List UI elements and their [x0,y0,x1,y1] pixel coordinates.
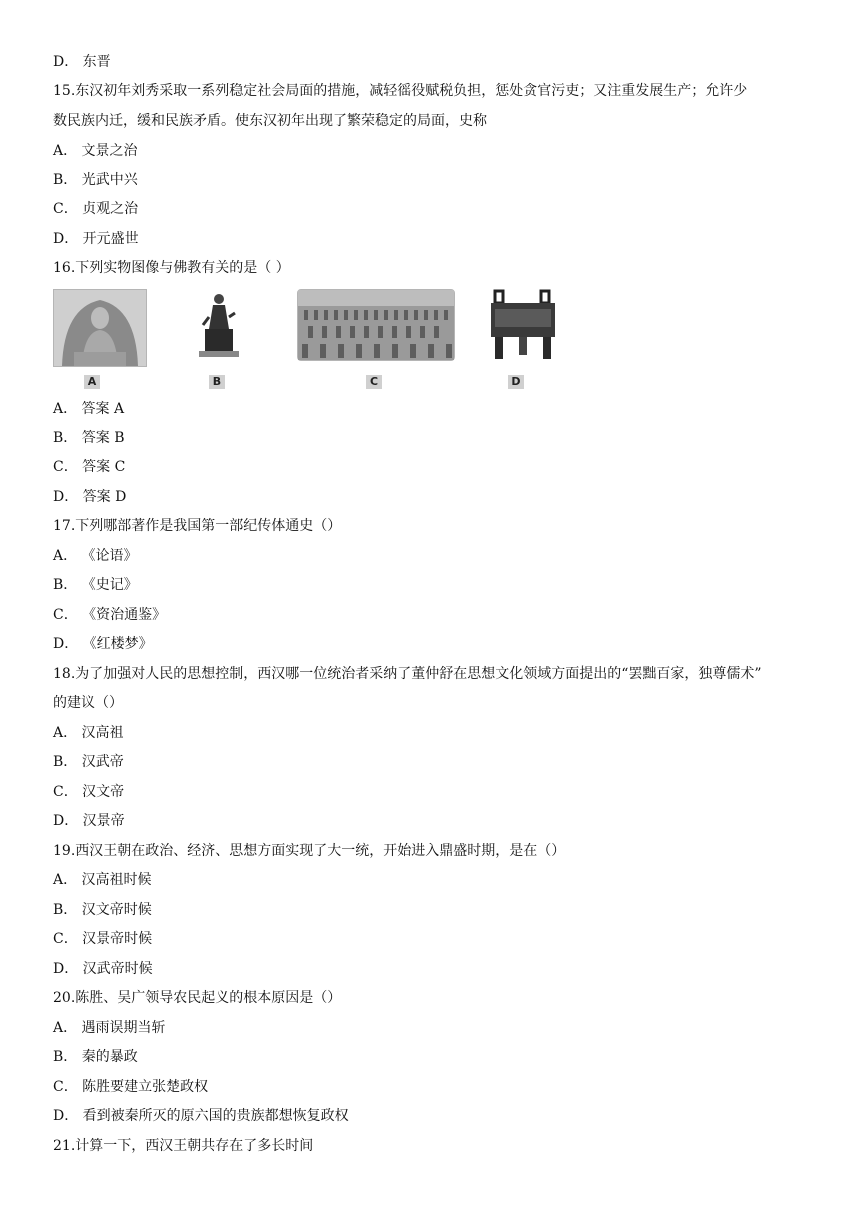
option-d-q19: D． 汉武帝时候 [53,961,153,977]
question-16: 16.下列实物图像与佛教有关的是（ ） [53,260,290,276]
option-d-q20: D． 看到被秦所灭的原六国的贵族都想恢复政权 [53,1108,349,1124]
option-b-q17: B． 《史记》 [53,577,138,593]
image-c-terracotta-army [297,289,455,361]
image-label-c: C [366,375,382,389]
option-d-q15: D． 开元盛世 [53,231,139,247]
option-d-q14: D． 东晋 [53,54,111,70]
question-18-line1: 18.为了加强对人民的思想控制，西汉哪一位统治者采纳了董仲舒在思想文化领域方面提出的“罢黜百家，独尊儒术” [53,666,762,682]
image-label-d: D [508,375,524,389]
option-c-q17: C． 《资治通鉴》 [53,607,167,623]
image-label-a: A [84,375,100,389]
option-c-q19: C． 汉景帝时候 [53,931,153,947]
option-b-q16: B． 答案 B [53,430,125,446]
option-c-q16: C． 答案 C [53,459,126,475]
option-c-q18: C． 汉文帝 [53,784,125,800]
question-20: 20.陈胜、吴广领导农民起义的根本原因是（） [53,990,342,1006]
option-c-q15: C． 贞观之治 [53,201,139,217]
image-a-buddha-statue [53,289,147,367]
option-b-q19: B． 汉文帝时候 [53,902,152,918]
image-b-figurine [193,289,243,359]
question-17: 17.下列哪部著作是我国第一部纪传体通史（） [53,518,342,534]
question-16-images [53,287,613,393]
option-a-q15: A． 文景之治 [53,143,138,159]
option-a-q16: A． 答案 A [53,401,125,417]
option-a-q19: A． 汉高祖时候 [53,872,152,888]
question-19: 19.西汉王朝在政治、经济、思想方面实现了大一统，开始进入鼎盛时期，是在（） [53,843,566,859]
option-b-q18: B． 汉武帝 [53,754,124,770]
option-a-q17: A． 《论语》 [53,548,138,564]
option-b-q15: B． 光武中兴 [53,172,138,188]
question-15-line2: 数民族内迁，缓和民族矛盾。使东汉初年出现了繁荣稳定的局面，史称 [53,113,487,129]
option-d-q16: D． 答案 D [53,489,127,505]
option-c-q20: C． 陈胜要建立张楚政权 [53,1079,209,1095]
option-b-q20: B． 秦的暴政 [53,1049,138,1065]
option-a-q18: A． 汉高祖 [53,725,124,741]
option-d-q18: D． 汉景帝 [53,813,125,829]
question-15-line1: 15.东汉初年刘秀采取一系列稳定社会局面的措施，减轻徭役赋税负担，惩处贪官污吏；又注重发展生产；允许少 [53,83,748,99]
image-d-bronze-ding [485,287,561,363]
question-18-line2: 的建议（） [53,695,123,711]
option-d-q17: D． 《红楼梦》 [53,636,153,652]
image-label-b: B [209,375,225,389]
option-a-q20: A． 遇雨误期当斩 [53,1020,166,1036]
question-21: 21.计算一下，西汉王朝共存在了多长时间 [53,1138,314,1154]
